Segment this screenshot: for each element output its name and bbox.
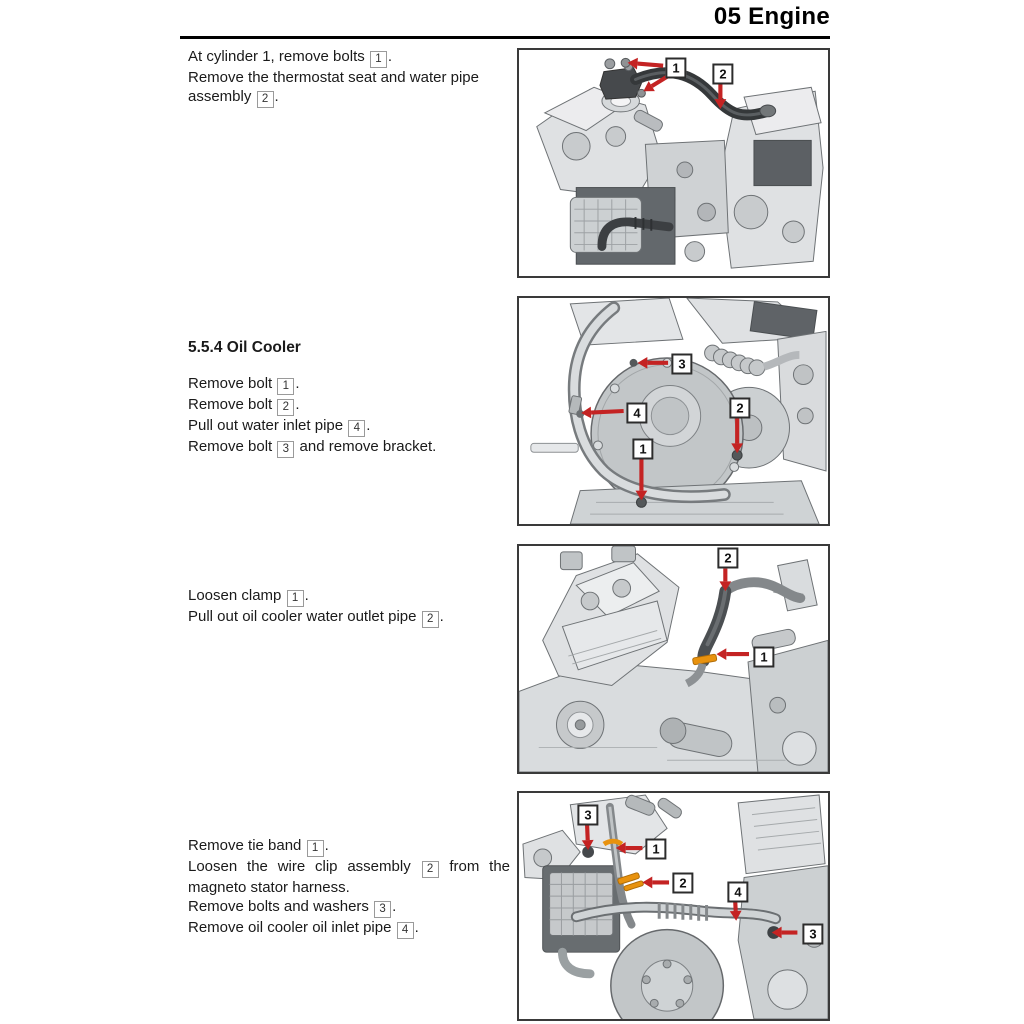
header-rule [180, 36, 830, 39]
figure-thermostat-water-pipe [517, 48, 830, 278]
arrow-overlay [519, 298, 828, 524]
instruction-line: Remove the thermostat seat and water pipe assembly 2 . [188, 68, 510, 108]
instruction-line: Pull out oil cooler water outlet pipe 2 . [188, 607, 510, 628]
red-arrowhead [714, 99, 726, 109]
red-arrow [587, 825, 588, 840]
red-arrow [591, 411, 624, 413]
figure-callout-2: 2 [712, 64, 733, 85]
red-arrowhead [731, 443, 743, 453]
section-heading: 5.5.4 Oil Cooler [188, 339, 301, 356]
figure-callout-4: 4 [727, 882, 748, 903]
figure-callout-2: 2 [672, 873, 693, 894]
red-arrowhead [635, 491, 647, 501]
figure-callout-2: 2 [729, 398, 750, 419]
callout-ref-1: 1 [370, 51, 387, 68]
figure-oil-inlet-pipe [517, 791, 830, 1021]
instruction-line: Pull out water inlet pipe 4 . [188, 416, 510, 437]
red-arrowhead [616, 842, 626, 854]
figure-callout-1: 1 [632, 439, 653, 460]
red-arrowhead [719, 581, 731, 591]
instruction-line: Remove oil cooler oil inlet pipe 4 . [188, 918, 510, 939]
callout-ref-1: 1 [307, 840, 324, 857]
figure-callout-3: 3 [671, 354, 692, 375]
instruction-line: Remove tie band 1 . [188, 836, 510, 857]
instruction-line: Remove bolts and washers 3 . [188, 897, 510, 918]
section-tie-band-oil-inlet [188, 836, 510, 939]
section-cylinder1-thermostat [188, 47, 510, 108]
callout-ref-2: 2 [422, 861, 439, 878]
callout-ref-4: 4 [348, 420, 365, 437]
arrow-overlay [519, 546, 828, 772]
red-arrowhead [730, 911, 742, 921]
red-arrowhead [637, 357, 647, 369]
figure-callout-1: 1 [753, 647, 774, 668]
red-arrow [637, 64, 663, 66]
red-arrowhead [581, 407, 591, 419]
figure-callout-1: 1 [665, 58, 686, 79]
callout-ref-1: 1 [277, 378, 294, 395]
figure-oil-cooler-bolts [517, 296, 830, 526]
instruction-line: Remove bolt 1 . [188, 374, 510, 395]
instruction-line: At cylinder 1, remove bolts 1 . [188, 47, 510, 68]
section-clamp-outlet-pipe [188, 586, 510, 628]
red-arrowhead [772, 927, 782, 939]
red-arrowhead [628, 58, 638, 70]
callout-ref-3: 3 [374, 901, 391, 918]
callout-ref-3: 3 [277, 441, 294, 458]
instruction-line: Remove bolt 3 and remove bracket. [188, 437, 510, 458]
section-oil-cooler [188, 338, 510, 458]
figure-callout-4: 4 [626, 403, 647, 424]
red-arrowhead [582, 840, 594, 850]
callout-ref-4: 4 [397, 922, 414, 939]
arrow-overlay [519, 793, 828, 1019]
callout-ref-2: 2 [422, 611, 439, 628]
callout-ref-2: 2 [257, 91, 274, 108]
callout-ref-1: 1 [287, 590, 304, 607]
instruction-line: Loosen the wire clip assembly 2 from the magneto stator harness. [188, 858, 511, 896]
figure-callout-3: 3 [577, 805, 598, 826]
instruction-line: Remove bolt 2 . [188, 395, 510, 416]
figure-callout-2: 2 [717, 548, 738, 569]
figure-water-outlet-pipe [517, 544, 830, 774]
callout-ref-2: 2 [277, 399, 294, 416]
red-arrowhead [716, 648, 726, 660]
instruction-line: Loosen clamp 1 . [188, 586, 510, 607]
red-arrowhead [642, 877, 652, 889]
figure-callout-3: 3 [802, 924, 823, 945]
chapter-title: 05 Engine [713, 3, 830, 30]
figure-callout-1: 1 [645, 839, 666, 860]
arrow-overlay [519, 50, 828, 276]
